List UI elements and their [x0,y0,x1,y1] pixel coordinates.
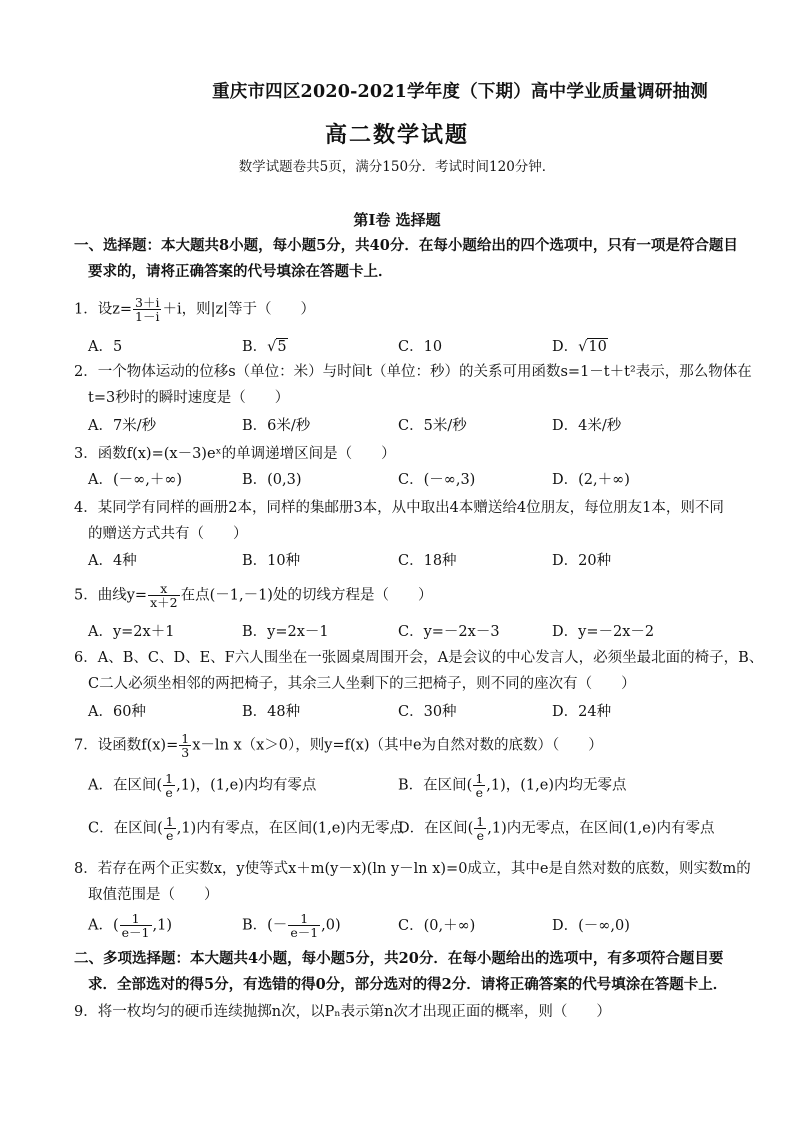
q8-a-num: 1 [120,912,152,926]
part2-instructions-line2: 求．全部选对的得5分，有选错的得0分，部分选对的得2分．请将正确答案的代号填涂在答题卡上． [88,976,728,993]
part1-instructions-line1: 一、选择题：本大题共8小题，每小题5分，共40分．在每小题给出的四个选项中，只有一项是符合题目 [74,237,738,254]
question-1-stem [74,296,315,323]
q1-den: 1－i [135,309,160,324]
q4-option-b: B．10种 [242,553,301,569]
q8-b-num: 1 [288,912,320,926]
question-2-line2: t=3秒时的瞬时速度是（ ） [88,390,290,406]
q2-option-a: A．7米/秒 [88,418,157,434]
q1-num: 3＋i [135,295,160,310]
q2-option-c: C．5米/秒 [398,418,467,434]
q7-a-suffix: ,1)，(1,e)内均有零点 [176,777,317,794]
q7-b-fraction [473,772,485,799]
q6-option-a: A．60种 [88,704,146,720]
q7-b-den: e [475,785,483,800]
q3-option-c: C．(－∞,3) [398,472,476,488]
q7-a-den: e [165,785,173,800]
q7-option-d [398,815,714,842]
part2-instructions-line1: 二、多项选择题：本大题共4小题，每小题5分，共20分．在每小题给出的选项中，有多项符合题目要 [74,950,724,967]
q5-den: x＋2 [150,595,178,610]
q8-a-fraction [120,912,152,939]
paper-title: 高二数学试题 [324,122,469,148]
q5-option-a: A．y=2x＋1 [88,624,175,640]
q8-b-fraction [288,912,320,939]
q7-d-num: 1 [476,814,485,829]
q8-option-d: D．(－∞,0) [552,918,630,934]
q8-b-prefix: B．(－ [242,917,288,934]
q2-option-b: B．6米/秒 [242,418,311,434]
q5-prefix: 5．曲线y= [74,587,148,604]
q8-a-den: e－1 [121,925,150,940]
q7-d-fraction [474,815,486,842]
q4-option-c: C．18种 [398,553,457,569]
q8-option-a [88,912,172,939]
q5-suffix: 在点(－1,－1)处的切线方程是（ ） [180,587,433,604]
q7-fraction [179,732,191,759]
q5-option-b: B．y=2x－1 [242,624,329,640]
q1-option-d [552,335,608,356]
question-3-stem: 3．函数f(x)=(x－3)eˣ的单调递增区间是（ ） [74,446,396,462]
q3-option-d: D．(2,＋∞) [552,472,630,488]
q6-option-c: C．30种 [398,704,457,720]
section-title: 第Ⅰ卷 选择题 [353,211,441,229]
q6-option-d: D．24种 [552,704,612,720]
q7-option-b [398,772,627,799]
q7-a-num: 1 [165,771,174,786]
question-7-stem [74,732,603,759]
q6-option-b: B．48种 [242,704,301,720]
q7-c-den: e [166,828,174,843]
q2-option-d: D．4米/秒 [552,418,622,434]
q7-a-fraction [163,772,175,799]
q1-fraction [133,296,161,323]
q7-prefix: 7．设函数f(x)= [74,737,179,754]
q7-c-num: 1 [165,814,174,829]
exam-note: 数学试题卷共5页，满分150分．考试时间120分钟． [238,159,556,175]
exam-title: 重庆市四区2020-2021学年度（下期）高中学业质量调研抽测 [212,82,708,102]
q1-option-c: C．10 [398,339,443,355]
q3-option-b: B．(0,3) [242,472,302,488]
q8-a-prefix: A．( [88,917,119,934]
q7-option-c [88,815,404,842]
q4-option-a: A．4种 [88,553,137,569]
q7-d-prefix: D．在区间( [398,820,474,837]
q7-d-den: e [476,828,484,843]
q7-c-prefix: C．在区间( [88,820,163,837]
question-6-line1: 6．A、B、C、D、E、F六人围坐在一张圆桌周围开会，A是会议的中心发言人，必须坐最北面的椅子，B、 [74,650,764,666]
q7-b-num: 1 [475,771,484,786]
q8-a-suffix: ,1) [152,917,172,934]
q7-b-prefix: B．在区间( [398,777,473,794]
question-8-line2: 取值范围是（ ） [88,887,219,903]
q1-b-radicand: 5 [277,339,287,355]
question-6-line2: C二人必须坐相邻的两把椅子，其余三人坐剩下的三把椅子，则不同的座次有（ ） [88,676,636,692]
question-4-line2: 的赠送方式共有（ ） [88,526,248,542]
q8-b-den: e－1 [290,925,319,940]
q1-option-a: A．5 [88,339,123,355]
q7-option-a [88,772,316,799]
sqrt-symbol: √10 [578,339,607,355]
q1-prefix: 1．设z= [74,301,133,318]
q7-d-suffix: ,1)内无零点，在区间(1,e)内有零点 [487,820,715,837]
q7-b-suffix: ,1)，(1,e)内均无零点 [486,777,627,794]
q8-option-b [242,912,341,939]
q4-option-d: D．20种 [552,553,612,569]
q8-b-suffix: ,0) [321,917,341,934]
question-5-stem [74,582,432,609]
q1-b-prefix: B． [242,339,268,355]
q7-c-fraction [164,815,176,842]
q1-d-radicand: 10 [588,339,607,355]
q3-option-a: A．(－∞,＋∞) [88,472,183,488]
question-4-line1: 4．某同学有同样的画册2本，同样的集邮册3本，从中取出4本赠送给4位朋友，每位朋友1本，则不同 [74,500,724,516]
question-2-line1: 2．一个物体运动的位移s（单位：米）与时间t（单位：秒）的关系可用函数s=1－t＋t²表示，那么物体在 [74,364,752,380]
q7-a-prefix: A．在区间( [88,777,163,794]
q7-num: 1 [181,731,190,746]
q1-suffix: ＋i，则|z|等于（ ） [162,301,316,318]
question-9-stem: 9．将一枚均匀的硬币连续抛掷n次，以Pₙ表示第n次才出现正面的概率，则（ ） [74,1004,611,1020]
q5-num: x [148,582,180,596]
q8-option-c: C．(0,＋∞) [398,918,476,934]
q5-option-d: D．y=－2x－2 [552,624,655,640]
q1-d-prefix: D． [552,339,579,355]
q5-option-c: C．y=－2x－3 [398,624,500,640]
question-8-line1: 8．若存在两个正实数x，y使等式x＋m(y－x)(ln y－ln x)=0成立，其中e是自然对数的底数，则实数m的 [74,861,751,877]
sqrt-symbol: √5 [267,339,287,355]
part1-instructions-line2: 要求的，请将正确答案的代号填涂在答题卡上． [88,263,393,280]
q1-option-b [242,335,288,356]
q7-den: 3 [181,745,190,760]
q7-suffix: x－ln x（x＞0），则y=f(x)（其中e为自然对数的底数）（ ） [192,737,603,754]
q5-fraction [148,582,180,609]
q7-c-suffix: ,1)内有零点，在区间(1,e)内无零点 [176,820,404,837]
